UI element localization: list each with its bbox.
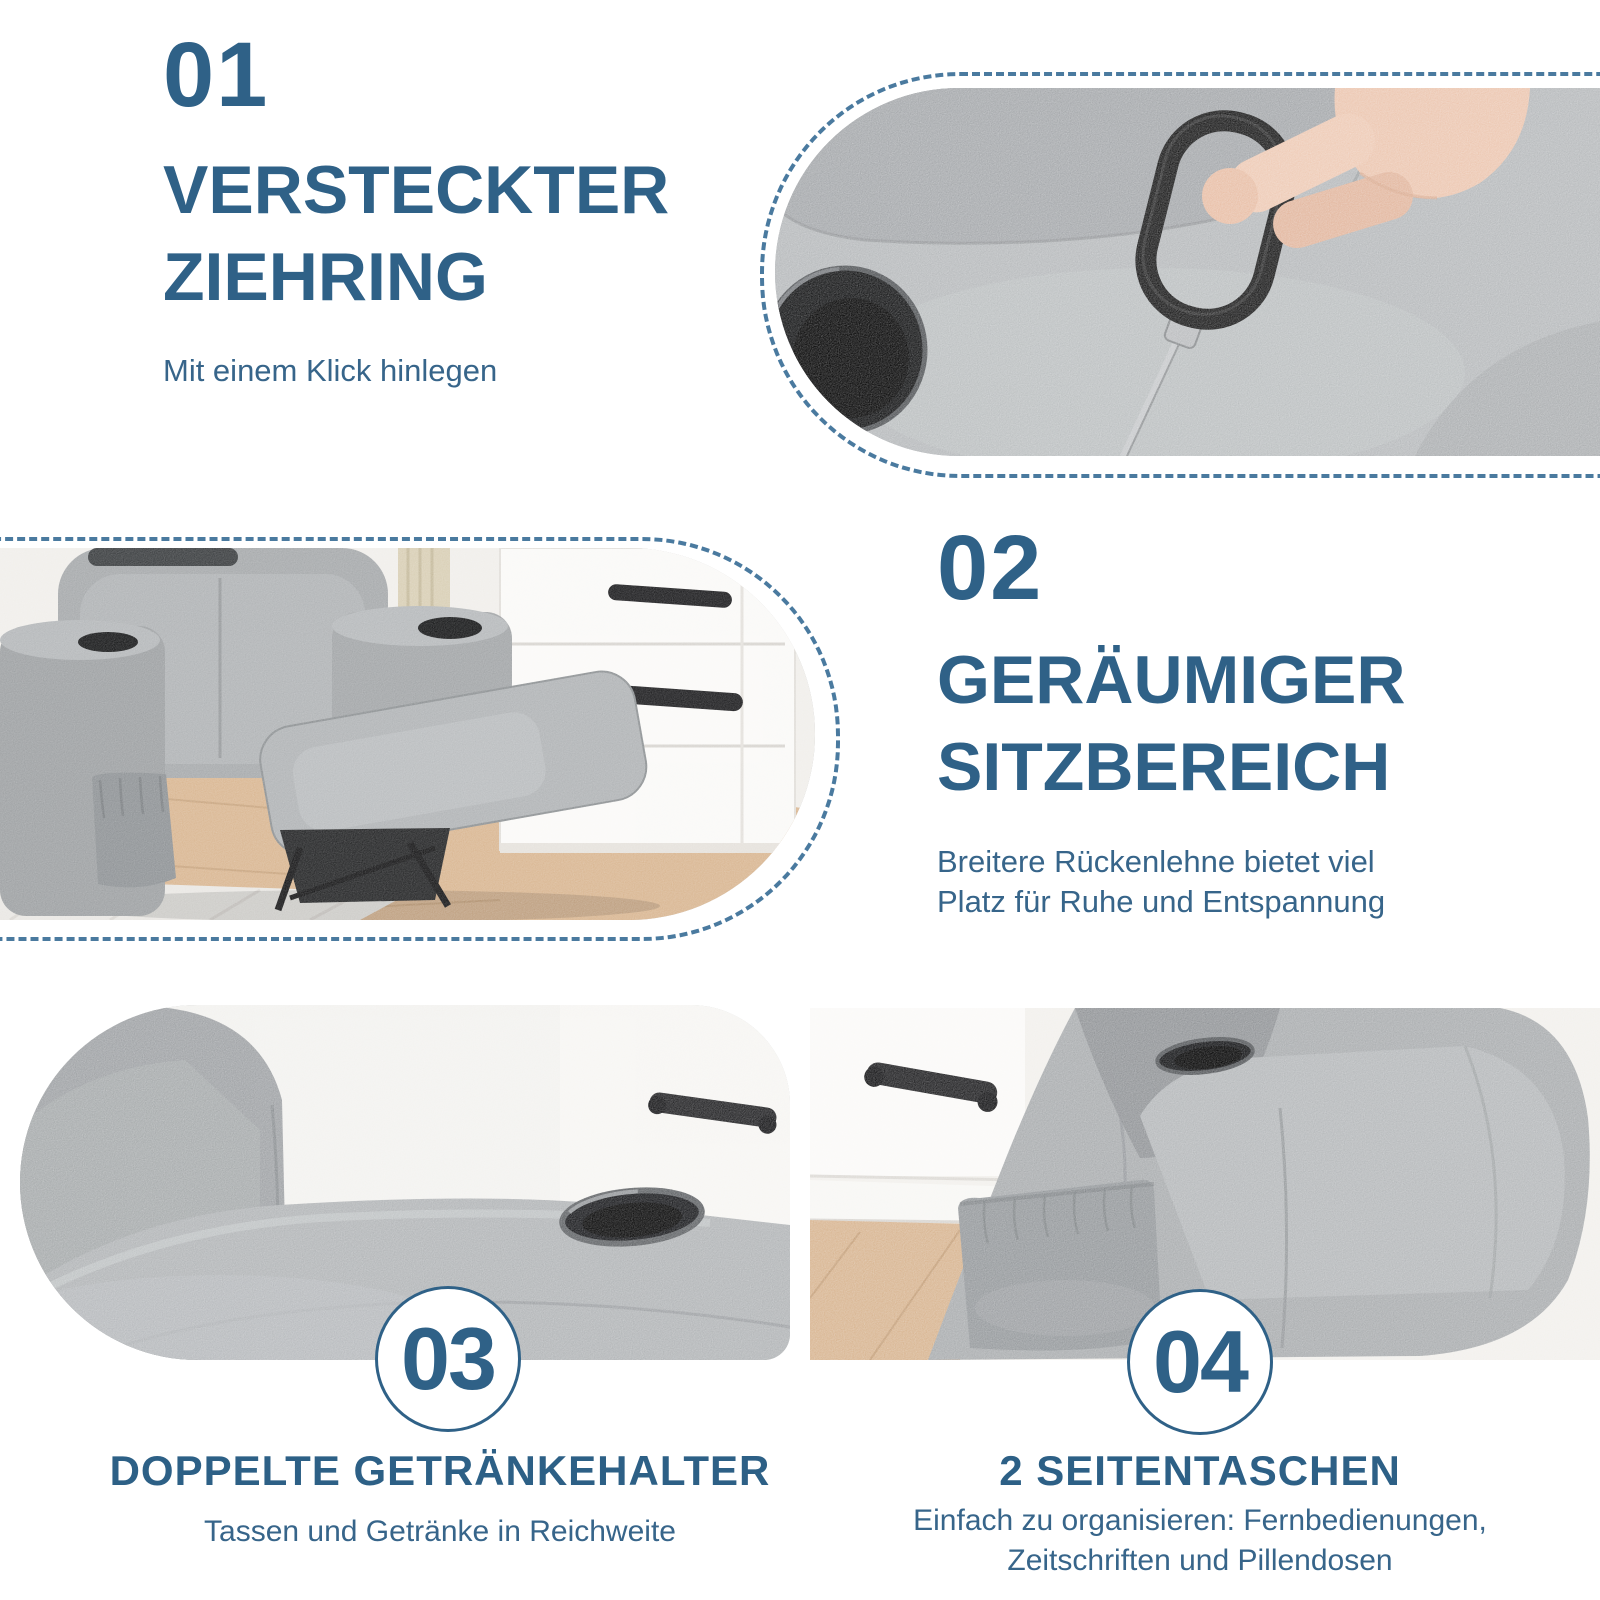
feature-1-number: 01: [163, 24, 270, 126]
pull-ring-photo: [775, 88, 1600, 456]
feature-2-number: 02: [937, 517, 1044, 619]
room-photo-art: [0, 548, 815, 920]
grain-overlay-dark: [775, 88, 1600, 456]
feature-4-subtitle: Einfach zu organisieren: Fernbedienungen, Zeitschriften und Pillendosen: [913, 1504, 1487, 1577]
grain-overlay: [0, 548, 815, 920]
feature-3-badge-number: 03: [401, 1309, 495, 1408]
feature-1-subtitle: Mit einem Klick hinlegen: [163, 353, 498, 388]
feature-4-title: 2 SEITENTASCHEN: [999, 1447, 1401, 1494]
feature-4-text-block: [815, 1445, 1585, 1581]
pull-ring-photo-art: [775, 88, 1600, 456]
feature-1-title: VERSTECKTER ZIEHRING: [163, 152, 670, 315]
feature-3-badge: [375, 1286, 521, 1432]
feature-1-text-block: [163, 24, 670, 391]
feature-2-text-block: [937, 517, 1406, 922]
feature-3-subtitle: Tassen und Getränke in Reichweite: [204, 1515, 676, 1548]
feature-4-badge-number: 04: [1153, 1312, 1247, 1411]
feature-3-text-block: [35, 1445, 845, 1552]
feature-2-title: GERÄUMIGER SITZBEREICH: [937, 642, 1406, 805]
room-photo: [0, 548, 815, 920]
feature-4-badge: [1127, 1289, 1273, 1435]
feature-2-subtitle: Breitere Rückenlehne bietet viel Platz für Ruhe und Entspannung: [937, 844, 1386, 919]
feature-3-title: DOPPELTE GETRÄNKEHALTER: [109, 1447, 771, 1494]
